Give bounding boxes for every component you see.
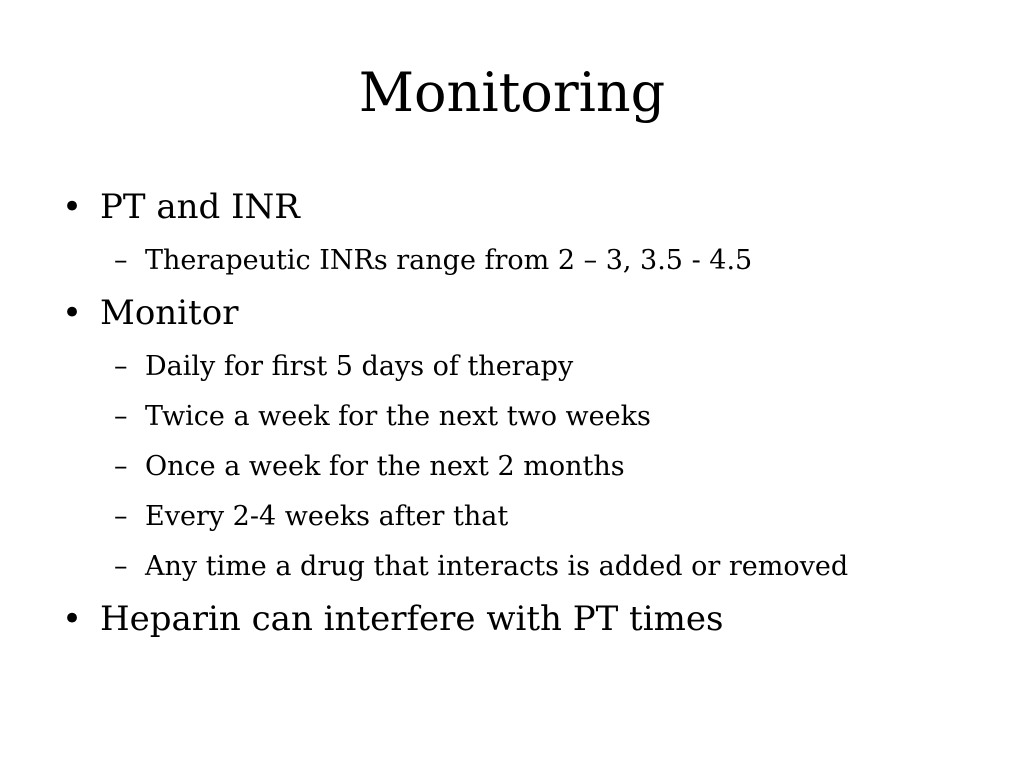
- sub-bullet-item: [62, 349, 1002, 385]
- sub-bullet-item: [62, 449, 1002, 485]
- sub-bullet-marker: –: [114, 501, 128, 532]
- sub-bullet-item: [62, 399, 1002, 435]
- sub-bullet-marker: –: [114, 245, 128, 276]
- bullet-marker: •: [62, 599, 83, 639]
- sub-bullet-marker: –: [114, 551, 128, 582]
- sub-bullet-marker: –: [114, 451, 128, 482]
- sub-bullet-item: [62, 243, 1002, 279]
- slide-title: Monitoring: [358, 61, 666, 124]
- bullet-marker: •: [62, 293, 83, 333]
- bullet-text-monitor: Monitor: [100, 293, 239, 333]
- sub-bullet-marker: –: [114, 401, 128, 432]
- sub-bullet-item: [62, 549, 1002, 585]
- bullet-item: [62, 185, 1002, 229]
- sub-bullet-item: [62, 499, 1002, 535]
- sub-bullet-text-drug-interaction: Any time a drug that interacts is added or removed: [145, 551, 849, 582]
- bullet-marker: •: [62, 187, 83, 227]
- sub-bullet-text-therapeutic-inr: Therapeutic INRs range from 2 – 3, 3.5 - 4.5: [145, 245, 753, 276]
- sub-bullet-marker: –: [114, 351, 128, 382]
- bullet-item: [62, 597, 1002, 641]
- sub-bullet-text-twice-weekly: Twice a week for the next two weeks: [145, 401, 651, 432]
- bullet-item: [62, 291, 1002, 335]
- sub-bullet-text-once-weekly: Once a week for the next 2 months: [145, 451, 625, 482]
- bullet-text-pt-inr: PT and INR: [100, 187, 300, 227]
- sub-bullet-text-every-2-4-weeks: Every 2-4 weeks after that: [145, 501, 509, 532]
- bullet-text-heparin: Heparin can interfere with PT times: [100, 599, 724, 639]
- slide-content: [62, 185, 1002, 641]
- sub-bullet-text-daily: Daily for first 5 days of therapy: [145, 351, 574, 382]
